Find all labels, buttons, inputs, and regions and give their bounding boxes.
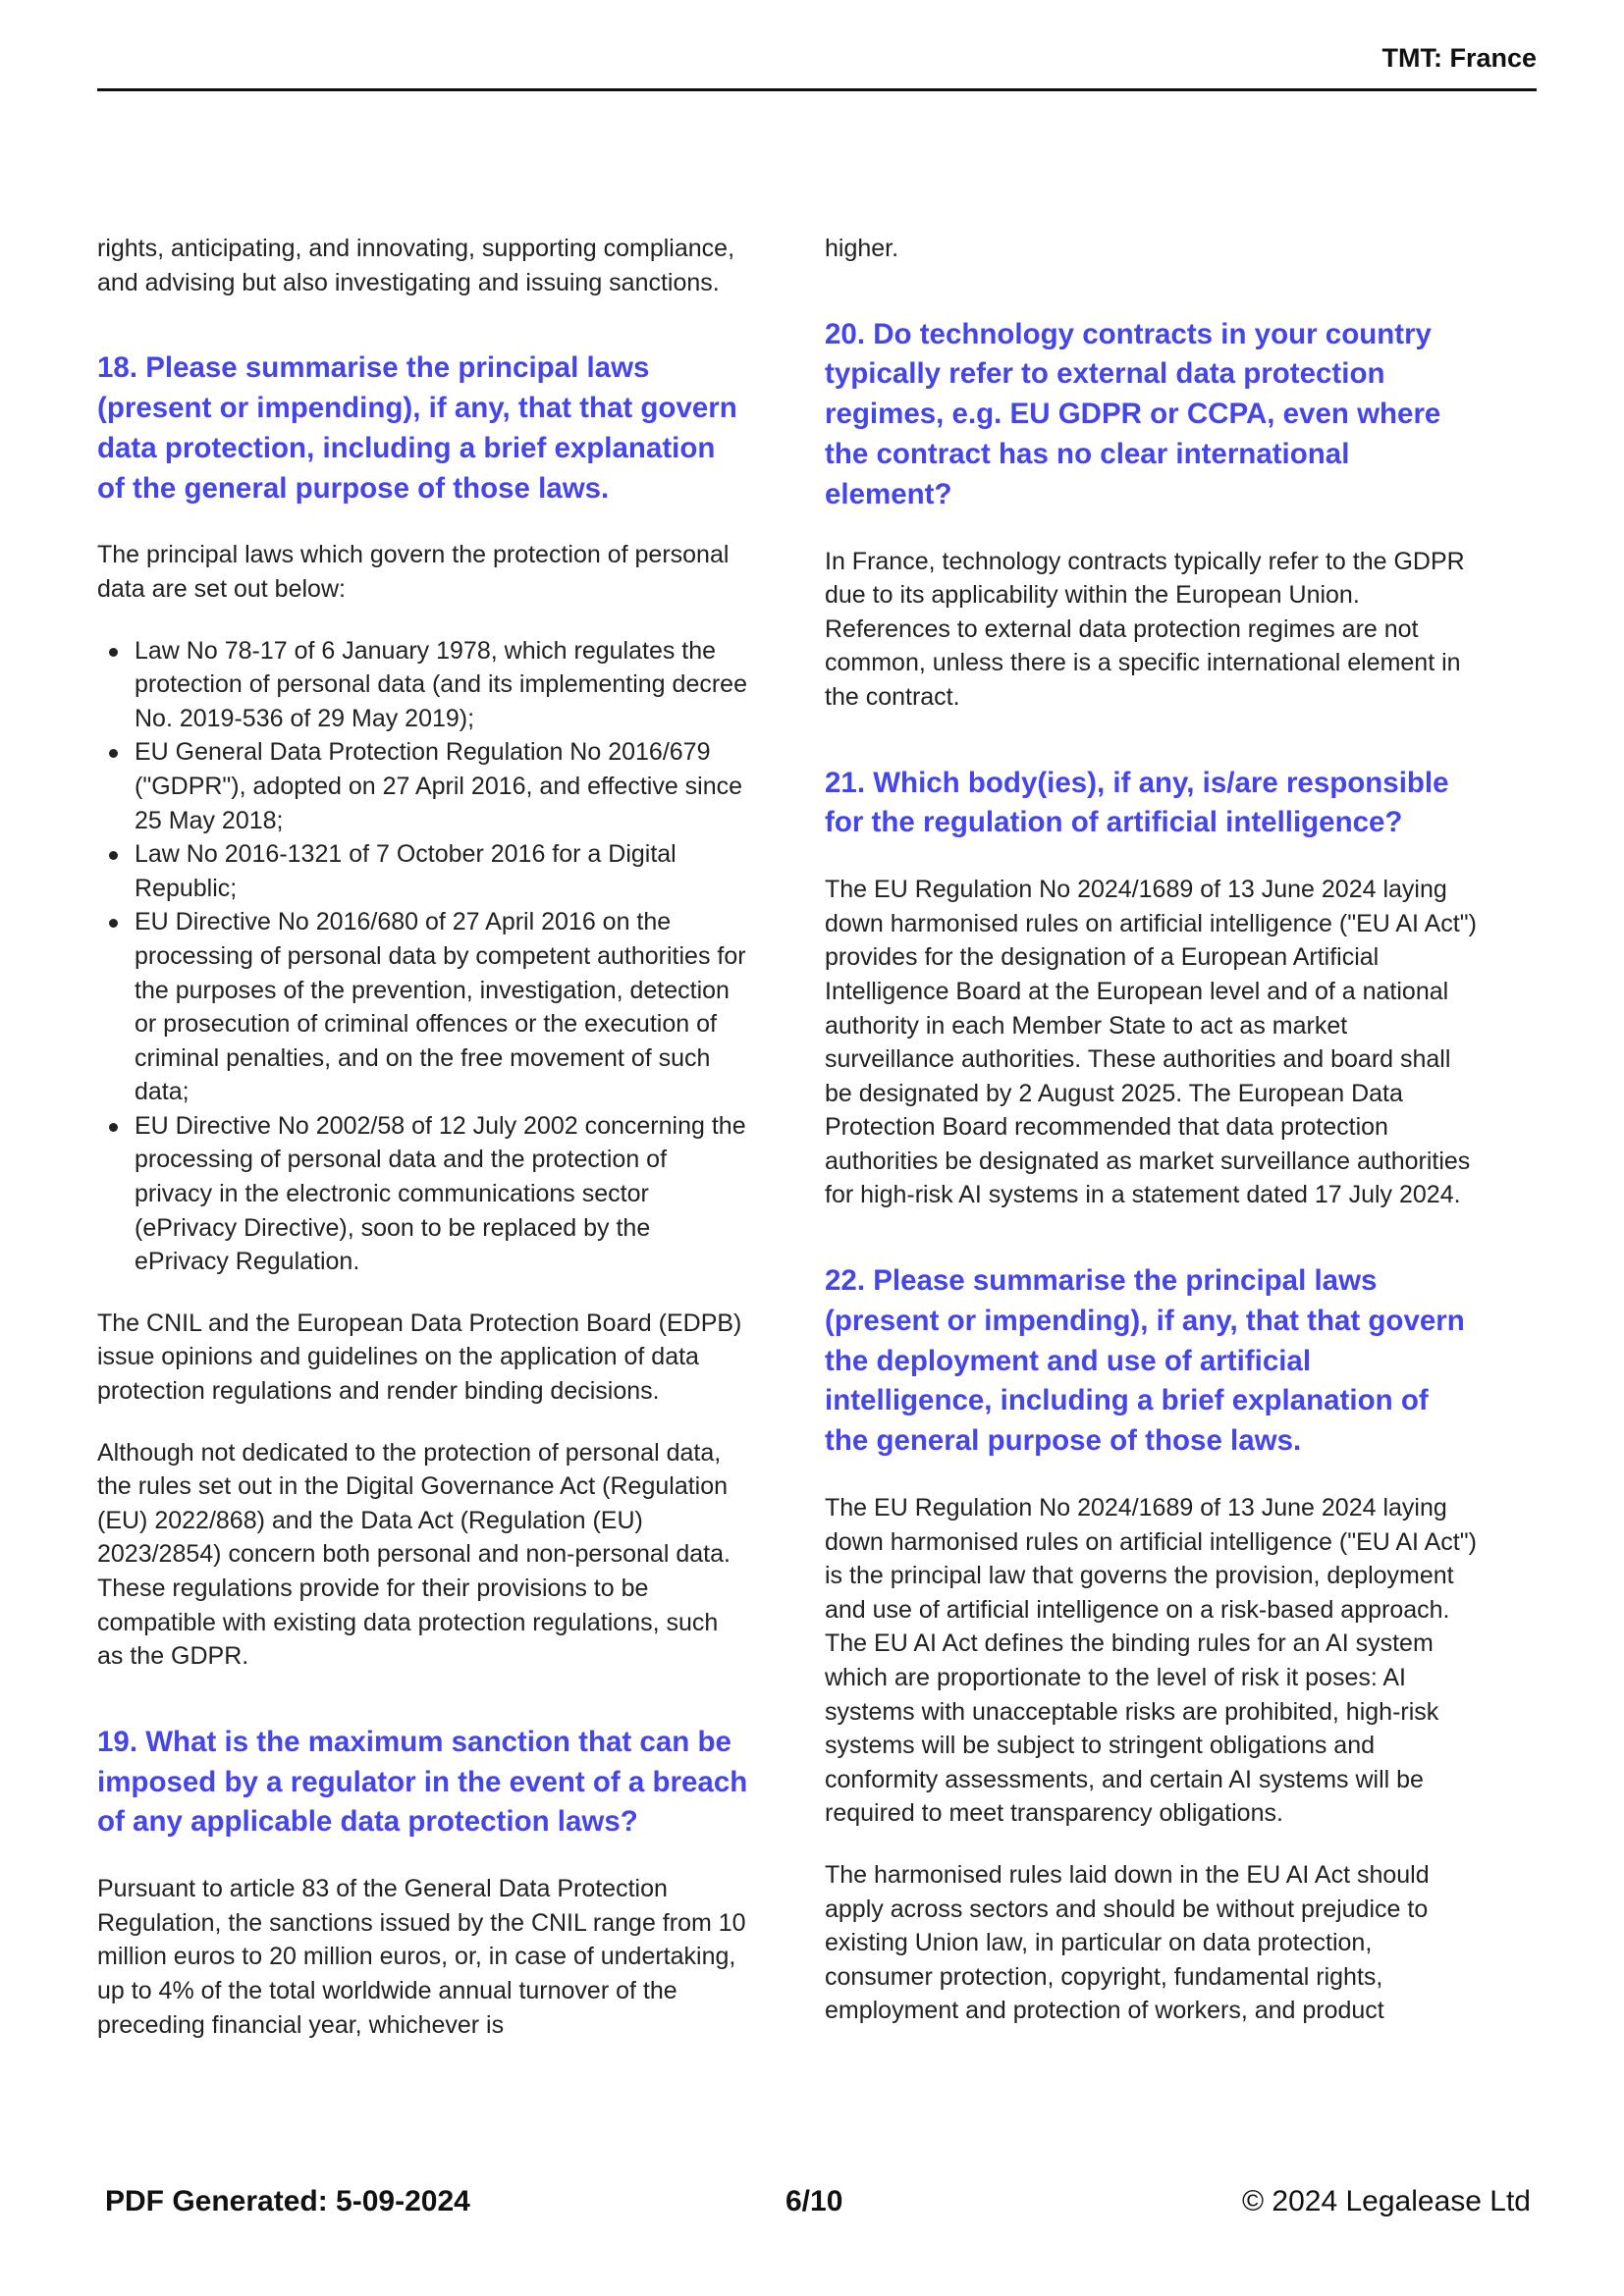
list-item: Law No 2016-1321 of 7 October 2016 for a Digital Republic; xyxy=(97,837,749,905)
copyright-notice: © 2024 Legalease Ltd xyxy=(1241,2185,1531,2217)
question-21-heading: 21. Which body(ies), if any, is/are responsible for the regulation of artificial intelligence? xyxy=(825,766,1449,839)
list-item: Law No 78-17 of 6 January 1978, which regulates the protection of personal data (and its implementing decree No. 2019-536 of 29 May 2019); xyxy=(97,634,749,736)
question-19-answer: Pursuant to article 83 of the General Data Protection Regulation, the sanctions issued by the CNIL range from 10 million euros to 20 million euros, or, in case of undertaking, up to 4% of the total worldwide annual turnover of the preceding financial year, whichever is xyxy=(97,1875,746,2039)
pdf-generated-date: PDF Generated: 5-09-2024 xyxy=(105,2185,470,2217)
page-number: 6/10 xyxy=(785,2185,843,2217)
question-20-answer: In France, technology contracts typically refer to the GDPR due to its applicability within the European Union. References to external data protection regimes are not common, unless there is a specific international element in the contract. xyxy=(825,547,1465,711)
list-item: EU General Data Protection Regulation No 2016/679 ("GDPR"), adopted on 27 April 2016, and effective since 25 May 2018; xyxy=(97,735,749,837)
question-22-answer-2: The harmonised rules laid down in the EU AI Act should apply across sectors and should be without prejudice to existing Union law, in particular on data protection, consumer protection, copyright, fundamental rights, employment and protection of workers, and product xyxy=(825,1861,1430,2025)
question-19-heading: 19. What is the maximum sanction that can be imposed by a regulator in the event of a breach of any applicable data protection laws? xyxy=(97,1725,748,1839)
question-20-heading: 20. Do technology contracts in your country typically refer to external data protection regimes, e.g. EU GDPR or CCPA, even where the contract has no clear international element? xyxy=(825,317,1441,510)
data-governance-paragraph: Although not dedicated to the protection of personal data, the rules set out in the Digital Governance Act (Regulation (EU) 2022/868) and the Data Act (Regulation (EU) 2023/2854) concern both personal and non-personal data. These regulations provide for their provisions to be compatible with existing data protection regulations, such as the GDPR. xyxy=(97,1438,731,1671)
continuation-paragraph: higher. xyxy=(825,235,899,262)
list-item: EU Directive No 2002/58 of 12 July 2002 concerning the processing of personal data and the protection of privacy in the electronic communications sector (ePrivacy Directive), soon to be replaced by the ePrivacy Regulation. xyxy=(97,1109,749,1279)
question-21-answer: The EU Regulation No 2024/1689 of 13 June 2024 laying down harmonised rules on artificial intelligence ("EU AI Act") provides for the designation of a European Artificial Intelligence Board at the European level and of a national authority in each Member State to act as market surveillance authorities. These authorities and board shall be designated by 2 August 2025. The European Data Protection Board recommended that data protection authorities be designated as market surveillance authorities for high-risk AI systems in a statement dated 17 July 2024. xyxy=(825,876,1477,1209)
question-18-intro: The principal laws which govern the protection of personal data are set out below: xyxy=(97,541,730,603)
left-column xyxy=(97,232,749,2069)
header-divider xyxy=(97,88,1537,91)
right-column xyxy=(825,232,1477,2056)
question-22-heading: 22. Please summarise the principal laws (present or impending), if any, that that govern the deployment and use of artificial intelligence, including a brief explanation of the general purpose of those laws. xyxy=(825,1264,1465,1458)
continuation-paragraph: rights, anticipating, and innovating, supporting compliance, and advising but also investigating and issuing sanctions. xyxy=(97,235,735,296)
data-protection-laws-list xyxy=(97,634,749,1279)
header-title: TMT: France xyxy=(1381,43,1537,73)
cnil-paragraph: The CNIL and the European Data Protection Board (EDPB) issue opinions and guidelines on the application of data protection regulations and render binding decisions. xyxy=(97,1308,742,1406)
list-item: EU Directive No 2016/680 of 27 April 2016 on the processing of personal data by competent authorities for the purposes of the prevention, investigation, detection or prosecution of criminal offences or the execution of criminal penalties, and on the free movement of such data; xyxy=(97,905,749,1109)
question-18-heading: 18. Please summarise the principal laws (present or impending), if any, that that govern data protection, including a brief explanation of the general purpose of those laws. xyxy=(97,351,737,505)
question-22-answer-1: The EU Regulation No 2024/1689 of 13 June 2024 laying down harmonised rules on artificial intelligence ("EU AI Act") is the principal law that governs the provision, deployment and use of artificial intelligence on a risk-based approach. The EU AI Act defines the binding rules for an AI system which are proportionate to the level of risk it poses: AI systems with unacceptable risks are prohibited, high-risk systems will be subject to stringent obligations and conformity assessments, and certain AI systems will be required to meet transparency obligations. xyxy=(825,1494,1477,1828)
